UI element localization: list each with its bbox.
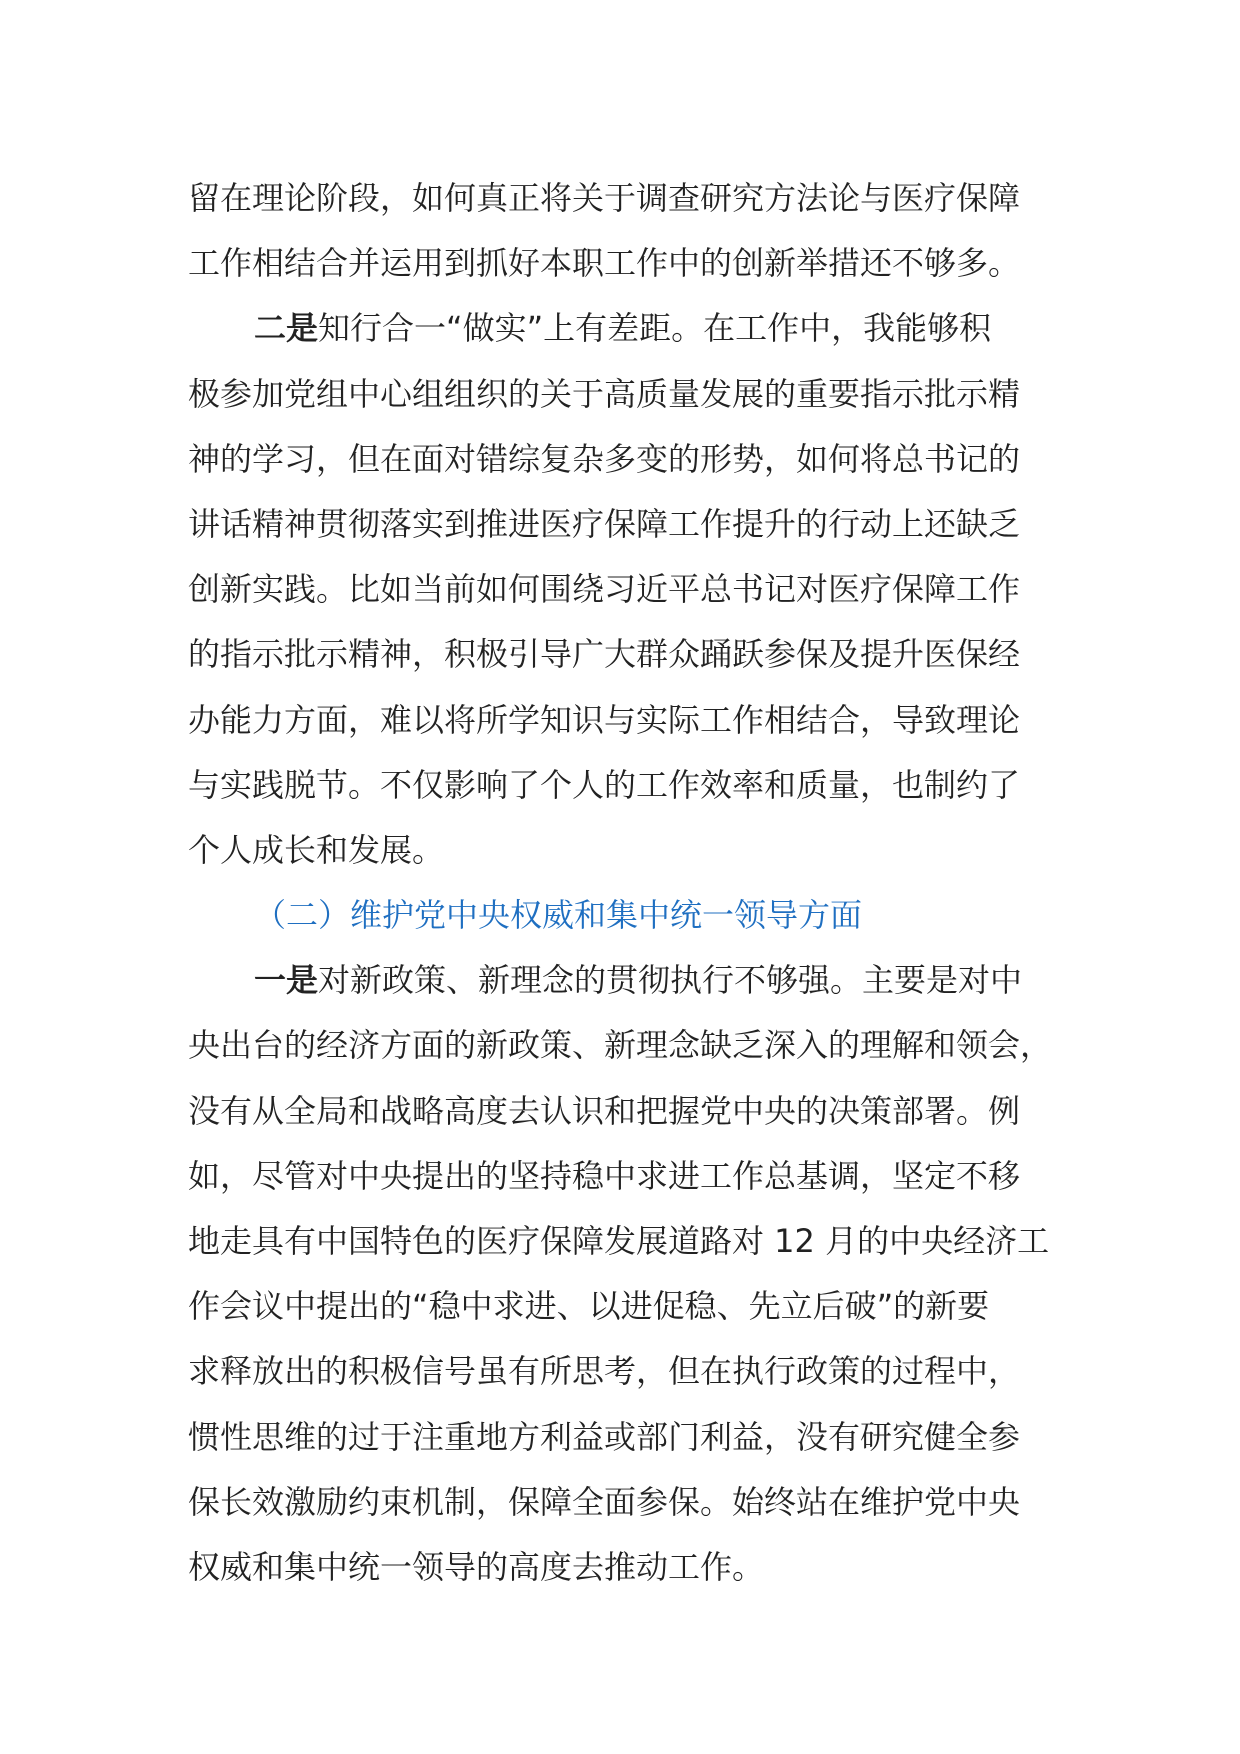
paragraph-3-line-5: 地走具有中国特色的医疗保障发展道路对 12 月的中央经济工 [188,1222,1050,1260]
paragraph-3-line-7: 求释放出的积极信号虽有所思考，但在执行政策的过程中， [188,1352,1021,1391]
paragraph-2-line-3: 神的学习，但在面对错综复杂多变的形势，如何将总书记的 [188,439,1021,478]
paragraph-3-line-1 [188,948,1058,1013]
paragraph-2-first-line-text: 知行合一“做实”上有差距。在工作中，我能够积 [318,309,992,348]
paragraph-3-first-line-text: 对新政策、新理念的贯彻执行不够强。主要是对中 [318,961,1023,1000]
paragraph-2-line-1 [188,296,1058,361]
paragraph-3-line-10: 权威和集中统一领导的高度去推动工作。 [188,1547,765,1586]
document-body [188,166,1058,1600]
paragraph-2-line-7: 办能力方面，难以将所学知识与实际工作相结合，导致理论 [188,700,1021,739]
paragraph-3-line-9: 保长效激励约束机制，保障全面参保。始终站在维护党中央 [188,1482,1021,1521]
paragraph-3-line-6: 作会议中提出的“稳中求进、以进促稳、先立后破”的新要 [188,1287,990,1326]
paragraph-2-line-4: 讲话精神贯彻落实到推进医疗保障工作提升的行动上还缺乏 [188,504,1021,543]
paragraph-3-line-8: 惯性思维的过于注重地方利益或部门利益，没有研究健全参 [188,1417,1021,1456]
paragraph-1-line-1: 留在理论阶段，如何真正将关于调查研究方法论与医疗保障 [188,179,1021,217]
paragraph-3-line-3: 没有从全局和战略高度去认识和把握党中央的决策部署。例 [188,1091,1021,1130]
paragraph-2-lead: 二是 [254,309,319,348]
section-heading: （二）维护党中央权威和集中统一领导方面 [254,896,863,935]
paragraph-2-line-5: 创新实践。比如当前如何围绕习近平总书记对医疗保障工作 [188,570,1021,609]
paragraph-2-line-9: 个人成长和发展。 [188,830,445,869]
paragraph-3-lead: 一是 [254,961,319,1000]
paragraph-2-line-2: 极参加党组中心组组织的关于高质量发展的重要指示批示精 [188,374,1021,413]
paragraph-1-line-2: 工作相结合并运用到抓好本职工作中的创新举措还不够多。 [188,244,1021,283]
paragraph-3-line-4: 如，尽管对中央提出的坚持稳中求进工作总基调，坚定不移 [188,1156,1021,1195]
paragraph-3-line-2: 央出台的经济方面的新政策、新理念缺乏深入的理解和领会， [188,1026,1053,1065]
paragraph-2-line-8: 与实践脱节。不仅影响了个人的工作效率和质量，也制约了 [188,765,1021,804]
paragraph-2-line-6: 的指示批示精神，积极引导广大群众踊跃参保及提升医保经 [188,635,1021,674]
